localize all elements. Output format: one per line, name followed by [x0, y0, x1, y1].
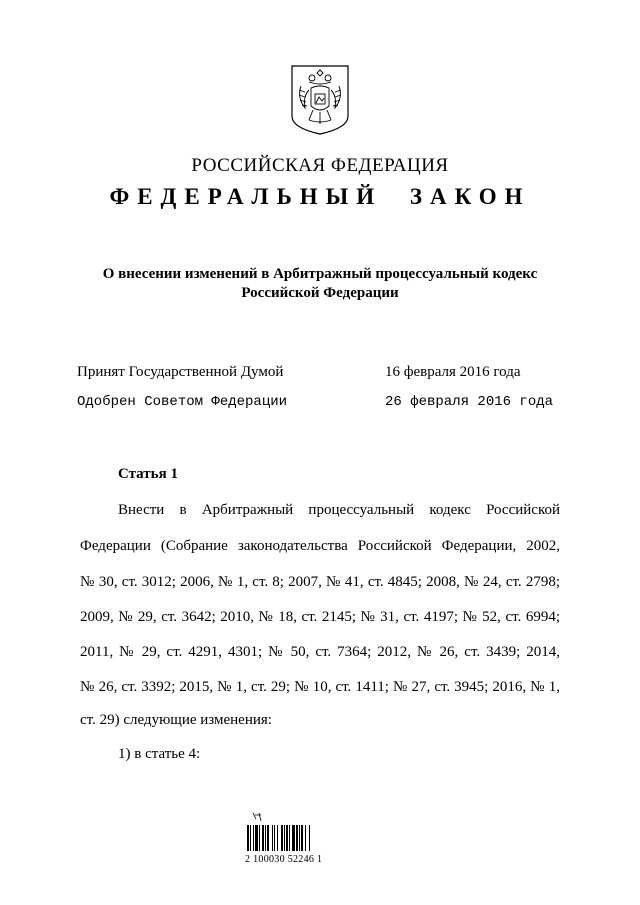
law-title-line-2: Российской Федерации	[241, 285, 399, 301]
law-title-line-1: О внесении изменений в Арбитражный процессуальный кодекс	[102, 266, 538, 282]
barcode-image	[245, 811, 329, 853]
article-text-line: ст. 29) следующие изменения:	[80, 712, 272, 728]
law-type-heading: ФЕДЕРАЛЬНЫЙ ЗАКОН	[109, 184, 531, 209]
article-text-line: 2011, № 29, ст. 4291, 4301; № 50, ст. 7364; 2012, № 26, ст. 3439; 2014,	[80, 644, 560, 660]
approved-date: 26 февраля 2016 года	[385, 394, 554, 410]
adopted-date: 16 февраля 2016 года	[385, 364, 521, 380]
article-heading: Статья 1	[118, 466, 178, 482]
article-text-line: № 30, ст. 3012; 2006, № 1, ст. 8; 2007, № 41, ст. 4845; 2008, № 24, ст. 2798;	[80, 574, 560, 590]
barcode-number: 2 100030 52246 1	[245, 854, 323, 865]
article-text-line: 2009, № 29, ст. 3642; 2010, № 18, ст. 2145; № 31, ст. 4197; № 52, ст. 6994;	[80, 609, 560, 625]
article-text-line: № 26, ст. 3392; 2015, № 1, ст. 29; № 10, ст. 1411; № 27, ст. 3945; 2016, № 1,	[80, 679, 560, 695]
approved-label: Одобрен Советом Федерации	[77, 394, 288, 410]
article-text-line: Внести в Арбитражный процессуальный кодекс Российской	[118, 502, 560, 518]
coat-of-arms-emblem	[289, 64, 351, 136]
adopted-label: Принят Государственной Думой	[77, 364, 284, 380]
list-item: 1) в статье 4:	[118, 746, 201, 762]
law-title	[80, 265, 560, 303]
article-text-line: Федерации (Собрание законодательства Российской Федерации, 2002,	[80, 538, 560, 554]
country-name: РОССИЙСКАЯ ФЕДЕРАЦИЯ	[191, 155, 449, 176]
